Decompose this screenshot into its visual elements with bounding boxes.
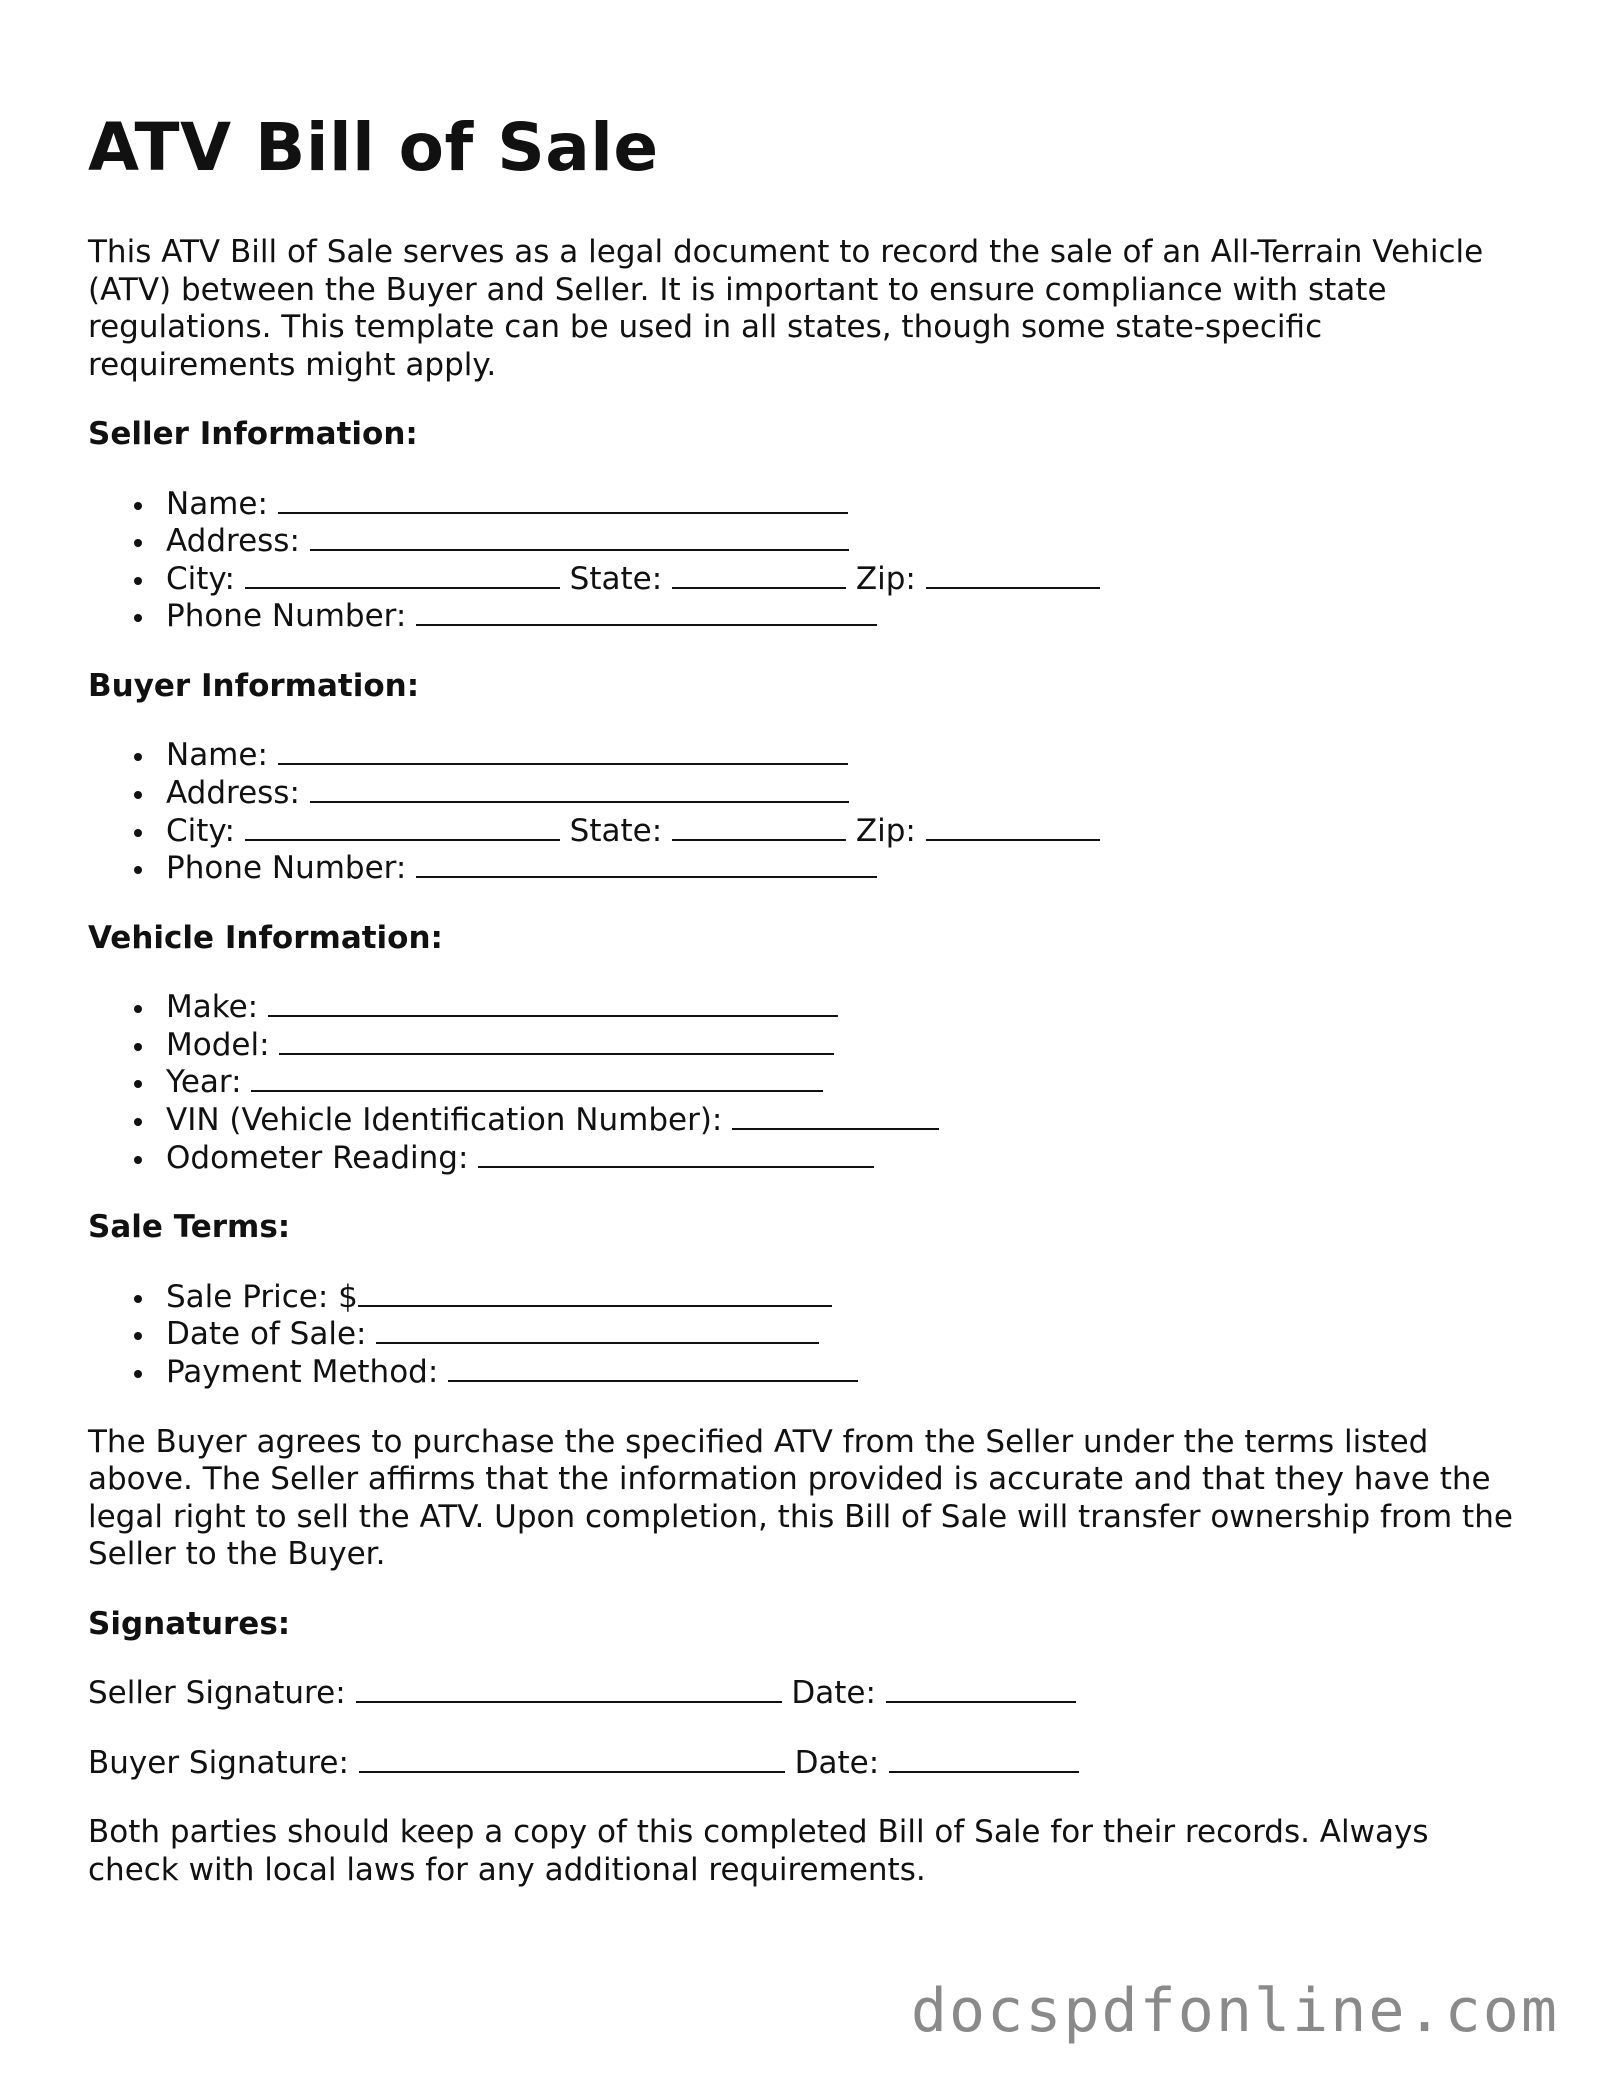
agreement-paragraph: The Buyer agrees to purchase the specified ATV from the Seller under the terms listed above. The Seller affirms that the information provided is accurate and that they have the legal right to sell the ATV. Upon completion, this Bill of Sale will transfer ownership from the Seller to the Buyer.	[88, 1423, 1513, 1572]
vehicle-make-field[interactable]	[268, 989, 838, 1017]
buyer-state-field[interactable]	[672, 813, 846, 841]
buyer-fields	[88, 737, 1528, 887]
seller-phone-label: Phone Number:	[166, 598, 407, 635]
seller-name-field[interactable]	[278, 486, 848, 514]
buyer-address-label: Address:	[166, 774, 300, 811]
terms-heading: Sale Terms:	[88, 1209, 291, 1246]
sale-date-field[interactable]	[376, 1316, 819, 1344]
buyer-address-field[interactable]	[310, 775, 849, 803]
vehicle-odometer-field[interactable]	[478, 1140, 874, 1168]
vehicle-model-label: Model:	[166, 1026, 270, 1063]
buyer-zip-label: Zip:	[855, 812, 916, 849]
page-title: ATV Bill of Sale	[88, 109, 659, 186]
seller-address-item	[166, 523, 1528, 561]
vehicle-model-field[interactable]	[279, 1027, 834, 1055]
seller-heading: Seller Information:	[88, 416, 418, 452]
seller-zip-label: Zip:	[855, 560, 916, 597]
seller-city-item	[166, 561, 1528, 599]
seller-city-field[interactable]	[245, 561, 560, 589]
buyer-city-item	[166, 813, 1528, 851]
seller-date-field[interactable]	[886, 1675, 1076, 1703]
vehicle-odometer-item	[166, 1140, 1528, 1178]
buyer-name-field[interactable]	[278, 737, 848, 765]
vehicle-fields	[88, 989, 1528, 1177]
signatures-heading: Signatures:	[88, 1605, 291, 1642]
buyer-city-label: City:	[166, 812, 235, 849]
sale-price-field[interactable]	[358, 1279, 832, 1307]
watermark-logo: docspdfonline.com	[910, 1976, 1559, 2046]
footer-note: Both parties should keep a copy of this completed Bill of Sale for their records. Always check with local laws for any additional requirements.	[88, 1814, 1429, 1888]
seller-fields	[88, 486, 1528, 636]
intro-paragraph: This ATV Bill of Sale serves as a legal document to record the sale of an All-Terrain Vehicle (ATV) between the Buyer and Seller. It is important to ensure compliance with state regulations. This template can be used in all states, though some state-specific requirements might apply.	[88, 234, 1484, 383]
seller-address-field[interactable]	[310, 523, 849, 551]
buyer-name-item	[166, 737, 1528, 775]
vehicle-make-label: Make:	[166, 989, 259, 1026]
vehicle-vin-field[interactable]	[732, 1102, 939, 1130]
vehicle-vin-item	[166, 1102, 1528, 1140]
buyer-phone-label: Phone Number:	[166, 850, 407, 887]
buyer-heading: Buyer Information:	[88, 667, 420, 704]
vehicle-heading: Vehicle Information:	[88, 919, 443, 956]
payment-method-item	[166, 1354, 1528, 1392]
seller-signature-field[interactable]	[356, 1675, 782, 1703]
sale-date-label: Date of Sale:	[166, 1316, 367, 1353]
seller-zip-field[interactable]	[926, 561, 1100, 589]
vehicle-year-label: Year:	[166, 1064, 242, 1101]
vehicle-year-item	[166, 1064, 1528, 1102]
seller-state-label: State:	[569, 560, 663, 597]
buyer-signature-field[interactable]	[359, 1745, 785, 1773]
seller-phone-field[interactable]	[416, 598, 877, 626]
terms-fields	[88, 1279, 1528, 1392]
buyer-zip-field[interactable]	[926, 813, 1100, 841]
seller-city-label: City:	[166, 560, 235, 597]
buyer-name-label: Name:	[166, 737, 268, 774]
document-page	[88, 108, 1528, 1889]
buyer-state-label: State:	[569, 812, 663, 849]
seller-signature-line	[88, 1675, 1528, 1713]
vehicle-odometer-label: Odometer Reading:	[166, 1139, 469, 1176]
sale-date-item	[166, 1316, 1528, 1354]
buyer-date-label: Date:	[794, 1744, 880, 1781]
buyer-date-field[interactable]	[889, 1745, 1079, 1773]
seller-state-field[interactable]	[672, 561, 846, 589]
buyer-phone-field[interactable]	[416, 850, 877, 878]
buyer-signature-label: Buyer Signature:	[88, 1744, 349, 1781]
seller-signature-label: Seller Signature:	[88, 1675, 346, 1711]
sale-price-item	[166, 1279, 1528, 1317]
buyer-address-item	[166, 775, 1528, 813]
vehicle-model-item	[166, 1027, 1528, 1065]
payment-method-label: Payment Method:	[166, 1353, 439, 1390]
payment-method-field[interactable]	[448, 1354, 858, 1382]
vehicle-make-item	[166, 989, 1528, 1027]
seller-address-label: Address:	[166, 523, 300, 560]
buyer-signature-line	[88, 1745, 1528, 1783]
seller-date-label: Date:	[791, 1675, 876, 1711]
vehicle-vin-label: VIN (Vehicle Identification Number):	[166, 1102, 723, 1139]
seller-name-label: Name:	[166, 485, 268, 522]
vehicle-year-field[interactable]	[251, 1064, 823, 1092]
seller-name-item	[166, 486, 1528, 524]
buyer-phone-item	[166, 850, 1528, 888]
buyer-city-field[interactable]	[245, 813, 560, 841]
sale-price-label: Sale Price: $	[166, 1278, 358, 1315]
seller-phone-item	[166, 598, 1528, 636]
